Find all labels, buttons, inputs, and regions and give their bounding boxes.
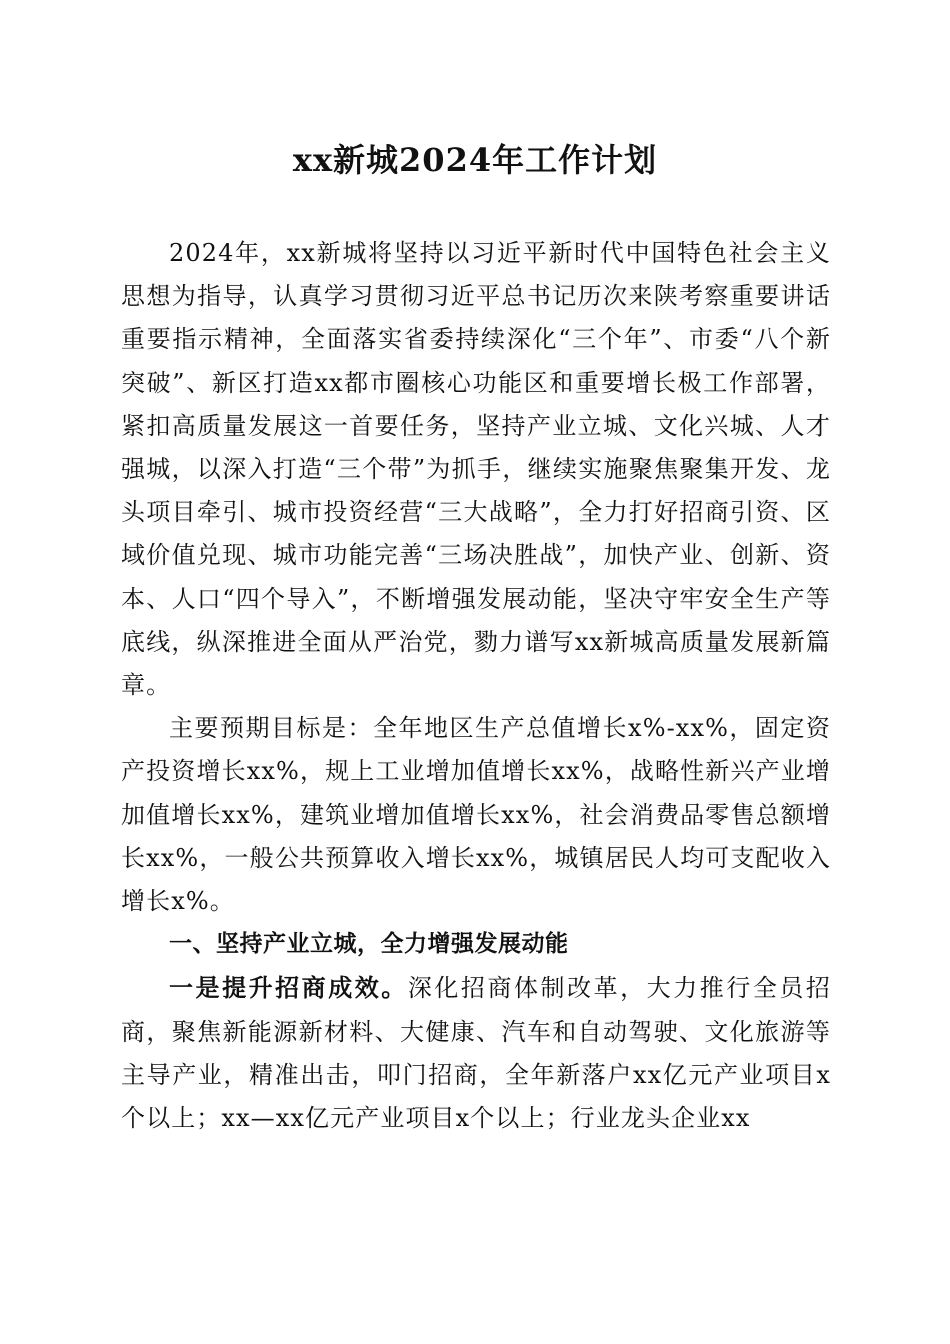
document-body [121, 232, 831, 1140]
item-lead: 一是提升招商成效。 [169, 973, 408, 1003]
document-title: xx新城2024年工作计划 [292, 141, 658, 179]
item-text: 深化招商体制改革，大力推行全员招商，聚焦新能源新材料、大健康、汽车和自动驾驶、文化旅游等主导产业，精准出击，叩门招商，全年新落户xx亿元产业项目x个以上；xx—xx亿元产业项目x个以上；行业龙头企业xx [121, 974, 831, 1133]
intro-paragraph: 2024年，xx新城将坚持以习近平新时代中国特色社会主义思想为指导，认真学习贯彻习近平总书记历次来陕考察重要讲话重要指示精神，全面落实省委持续深化“三个年”、市委“八个新突破”、新区打造xx都市圈核心功能区和重要增长极工作部署，紧扣高质量发展这一首要任务，坚持产业立城、文化兴城、人才强城，以深入打造“三个带”为抓手，继续实施聚焦聚集开发、龙头项目牵引、城市投资经营“三大战略”，全力打好招商引资、区域价值兑现、城市功能完善“三场决胜战”，加快产业、创新、资本、人口“四个导入”，不断增强发展动能，坚决守牢安全生产等底线，纵深推进全面从严治党，勠力谱写xx新城高质量发展新篇章。 [121, 239, 831, 700]
section-heading: 一、坚持产业立城，全力增强发展动能 [169, 931, 569, 958]
targets-paragraph: 主要预期目标是：全年地区生产总值增长x%-xx%，固定资产投资增长xx%，规上工业增加值增长xx%，战略性新兴产业增加值增长xx%，建筑业增加值增长xx%，社会消费品零售总额增长xx%，一般公共预算收入增长xx%，城镇居民人均可支配收入增长x%。 [121, 714, 831, 916]
section-item-paragraph [121, 966, 831, 1140]
